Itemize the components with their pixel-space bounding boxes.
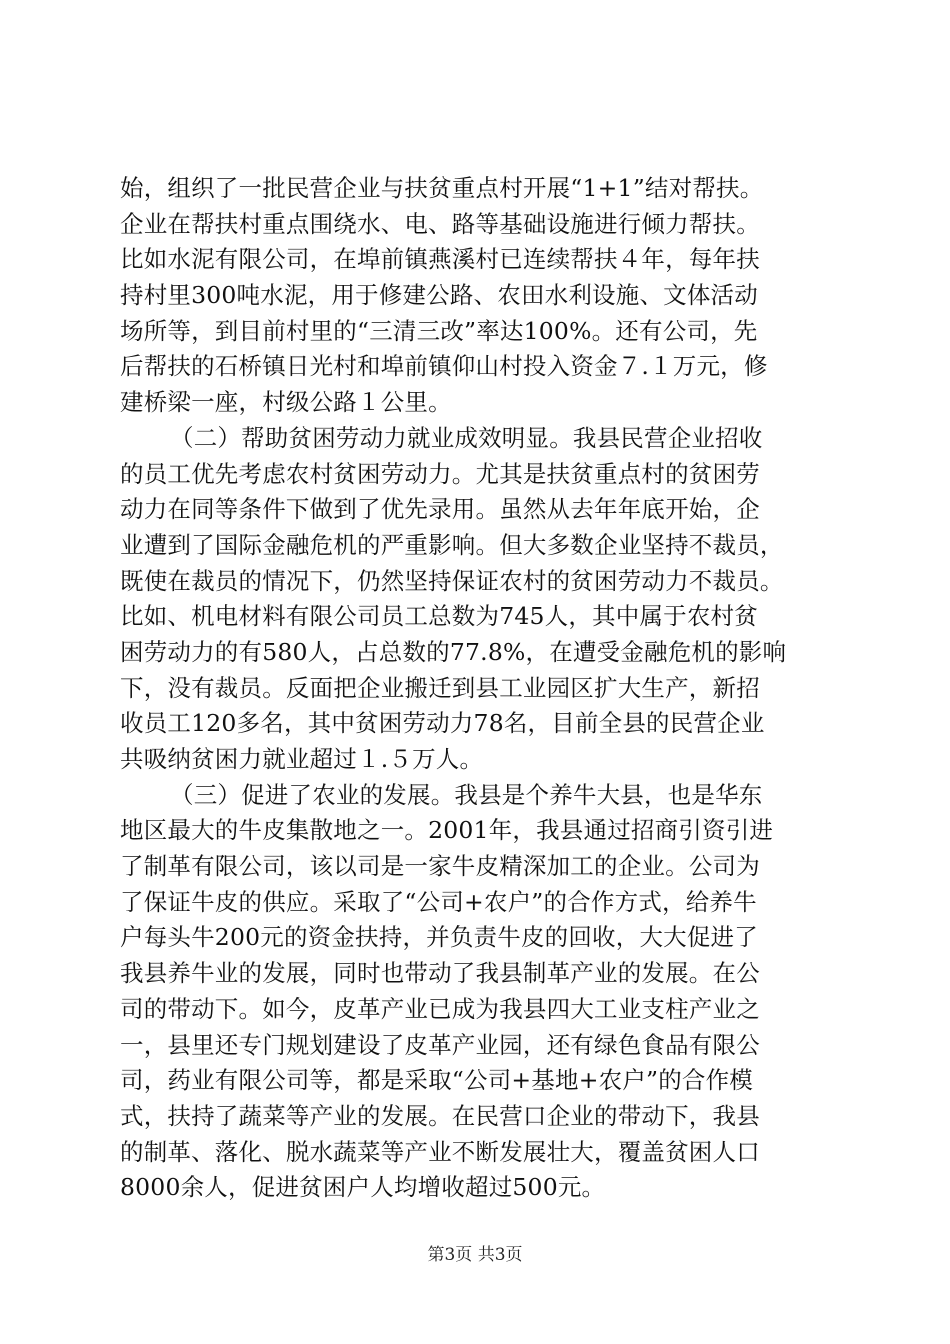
text-line: 一，县里还专门规划建设了皮革产业园，还有绿色食品有限公 [120, 1030, 760, 1059]
text-line: 下，没有裁员。反面把企业搬迁到县工业园区扩大生产，新招 [120, 673, 760, 702]
text-line: 司的带动下。如今，皮革产业已成为我县四大工业支柱产业之 [120, 994, 760, 1023]
text-line: 的制革、落化、脱水蔬菜等产业不断发展壮大，覆盖贫困人口 [120, 1137, 760, 1166]
text-line: 8000余人，促进贫困户人均增收超过500元。 [120, 1173, 606, 1202]
paragraph-start-line: （二）帮助贫困劳动力就业成效明显。我县民营企业招收 [170, 423, 763, 452]
text-line: 比如、机电材料有限公司员工总数为745人，其中属于农村贫 [120, 602, 758, 631]
text-line: 既使在裁员的情况下，仍然坚持保证农村的贫困劳动力不裁员。 [120, 566, 784, 595]
text-line: 收员工120多名，其中贫困劳动力78名，目前全县的民营企业 [120, 709, 765, 738]
text-line: 持村里300吨水泥，用于修建公路、农田水利设施、文体活动 [120, 281, 758, 310]
text-line: 共吸纳贫困力就业超过１.５万人。 [120, 745, 484, 773]
text-line: 地区最大的牛皮集散地之一。2001年，我县通过招商引资引进 [120, 816, 774, 845]
text-line: 困劳动力的有580人，占总数的77.8%，在遭受金融危机的影响 [120, 637, 787, 666]
page-footer [0, 1244, 950, 1266]
text-line: 后帮扶的石桥镇日光村和埠前镇仰山村投入资金７.１万元，修 [120, 352, 768, 381]
text-line: 建桥梁一座，村级公路１公里。 [120, 388, 452, 417]
paragraph-start-line: （三）促进了农业的发展。我县是个养牛大县，也是华东 [170, 780, 763, 809]
text-line: 我县养牛业的发展，同时也带动了我县制革产业的发展。在公 [120, 959, 760, 988]
text-line: 比如水泥有限公司，在埠前镇燕溪村已连续帮扶４年，每年扶 [120, 245, 760, 274]
text-line: 户每头牛200元的资金扶持，并负责牛皮的回收，大大促进了 [120, 923, 758, 952]
text-line: 始，组织了一批民营企业与扶贫重点村开展“1+1”结对帮扶。 [120, 174, 764, 202]
text-line: 了保证牛皮的供应。采取了“公司+农户”的合作方式，给养牛 [120, 887, 757, 916]
body-text [120, 171, 840, 1206]
page-number: 第3页 共3页 [427, 1245, 523, 1265]
text-line: 式，扶持了蔬菜等产业的发展。在民营口企业的带动下，我县 [120, 1101, 760, 1130]
text-line: 企业在帮扶村重点围绕水、电、路等基础设施进行倾力帮扶。 [120, 209, 760, 238]
text-line: 司，药业有限公司等，都是采取“公司+基地+农户”的合作模 [120, 1066, 754, 1095]
text-line: 动力在同等条件下做到了优先录用。虽然从去年年底开始，企 [120, 495, 760, 524]
text-line: 场所等，到目前村里的“三清三改”率达100%。还有公司，先 [120, 316, 758, 345]
text-line: 了制革有限公司，该以司是一家牛皮精深加工的企业。公司为 [120, 852, 760, 881]
text-line: 的员工优先考虑农村贫困劳动力。尤其是扶贫重点村的贫困劳 [120, 459, 760, 488]
text-line: 业遭到了国际金融危机的严重影响。但大多数企业坚持不裁员， [120, 530, 784, 559]
